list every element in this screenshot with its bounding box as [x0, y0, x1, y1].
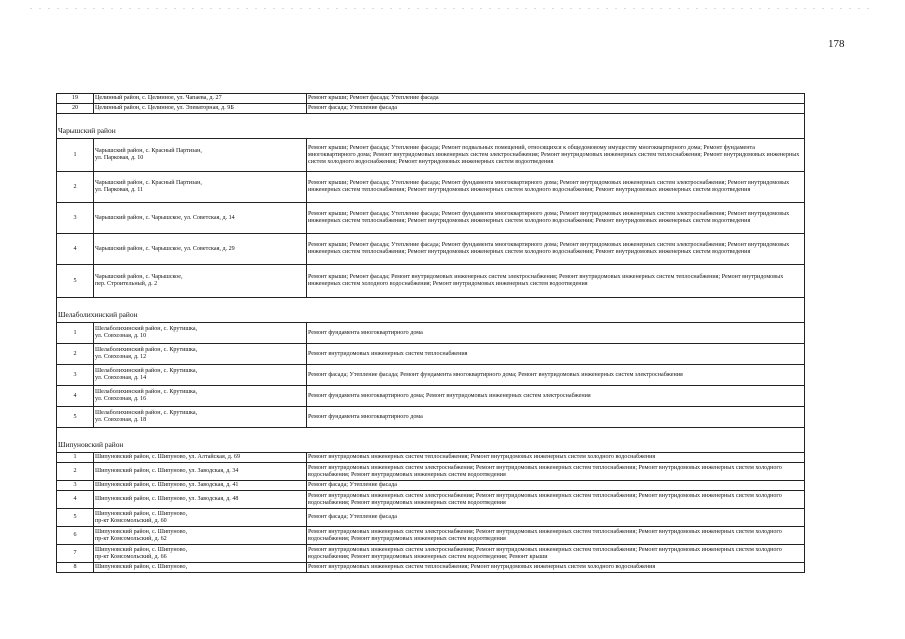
row-works: Ремонт крыши; Ремонт фасада; Ремонт внутридомовых инженерных систем электроснабжения; Ремонт внутридомовых инженерных систем теплоснабжения; Ремонт внутридомовых инженерных систем холодного водоснабжения; Ремонт внутридомовых инженерных систем водоотведения	[307, 265, 805, 298]
table-row	[57, 491, 805, 509]
row-address: Шелаболихинский район, с. Крутишка, ул. Совхозная, д. 16	[94, 386, 307, 407]
section-heading-row	[57, 302, 805, 323]
row-address: Чарышский район, с. Красный Партизан, ул. Парковая, д. 10	[94, 139, 307, 172]
row-address: Целинный район, с. Целинное, ул. Чапаева, д. 27	[94, 94, 307, 104]
row-number: 5	[57, 509, 94, 527]
row-number: 4	[57, 491, 94, 509]
table-row	[57, 481, 805, 491]
row-address: Шелаболихинский район, с. Крутишка, ул. Совхозная, д. 18	[94, 407, 307, 428]
row-number: 5	[57, 265, 94, 298]
row-address: Шипуновский район, с. Шипуново, ул. Заводская, д. 34	[94, 463, 307, 481]
row-number: 1	[57, 453, 94, 463]
section-heading-row	[57, 118, 805, 139]
row-number: 1	[57, 139, 94, 172]
row-address: Шелаболихинский район, с. Крутишка, ул. Совхозная, д. 12	[94, 344, 307, 365]
row-address: Шипуновский район, с. Шипуново,	[94, 563, 307, 573]
scan-noise	[30, 8, 870, 9]
row-works: Ремонт фасада; Утепление фасада; Ремонт фундамента многоквартирного дома; Ремонт внутридомовых инженерных систем электроснабжения	[307, 365, 805, 386]
row-address: Чарышский район, с. Чарышское, ул. Советская, д. 14	[94, 203, 307, 234]
row-address: Шипуновский район, с. Шипуново, ул. Алтайская, д. 69	[94, 453, 307, 463]
row-number: 1	[57, 323, 94, 344]
row-number: 2	[57, 463, 94, 481]
row-number: 2	[57, 344, 94, 365]
row-works: Ремонт фундамента многоквартирного дома; Ремонт внутридомовых инженерных систем электроснабжения	[307, 386, 805, 407]
row-works: Ремонт фундамента многоквартирного дома	[307, 407, 805, 428]
row-address: Чарышский район, с. Красный Партизан, ул. Парковая, д. 11	[94, 172, 307, 203]
row-works: Ремонт крыши; Ремонт фасада; Утепление фасада; Ремонт фундамента многоквартирного дома; Ремонт внутридомовых инженерных систем электроснабжения; Ремонт внутридомовых инженерных систем теплоснабжения; Ремонт внутридомовых инженерных систем холодного водоснабжения; Ремонт внутридомовых инженерных систем водоотведения	[307, 203, 805, 234]
row-number: 3	[57, 365, 94, 386]
row-address: Шипуновский район, с. Шипуново, пр-кт Комсомольский, д. 60	[94, 509, 307, 527]
table-row	[57, 527, 805, 545]
row-number: 4	[57, 386, 94, 407]
row-number: 4	[57, 234, 94, 265]
row-number: 3	[57, 481, 94, 491]
row-number: 8	[57, 563, 94, 573]
section-heading: Шипуновский район	[57, 432, 805, 453]
row-works: Ремонт крыши; Ремонт фасада; Утепление фасада	[307, 94, 805, 104]
row-works: Ремонт фасада; Утепление фасада	[307, 481, 805, 491]
row-address: Целинный район, с. Целинное, ул. Элеваторная, д. 9Б	[94, 104, 307, 114]
row-address: Шелаболихинский район, с. Крутишка, ул. Совхозная, д. 10	[94, 323, 307, 344]
row-number: 3	[57, 203, 94, 234]
row-number: 19	[57, 94, 94, 104]
row-works: Ремонт крыши; Ремонт фасада; Утепление фасада; Ремонт фундамента многоквартирного дома; Ремонт внутридомовых инженерных систем электроснабжения; Ремонт внутридомовых инженерных систем теплоснабжения; Ремонт внутридомовых инженерных систем холодного водоснабжения; Ремонт внутридомовых инженерных систем водоотведения	[307, 172, 805, 203]
table-row	[57, 234, 805, 265]
row-number: 2	[57, 172, 94, 203]
row-works: Ремонт внутридомовых инженерных систем теплоснабжения	[307, 344, 805, 365]
row-number: 6	[57, 527, 94, 545]
row-works: Ремонт внутридомовых инженерных систем теплоснабжения; Ремонт внутридомовых инженерных систем холодного водоснабжения	[307, 453, 805, 463]
row-works: Ремонт фасада; Утепление фасада	[307, 509, 805, 527]
row-address: Шипуновский район, с. Шипуново, ул. Заводская, д. 48	[94, 491, 307, 509]
section-heading-row	[57, 432, 805, 453]
table-row	[57, 203, 805, 234]
row-works: Ремонт фундамента многоквартирного дома	[307, 323, 805, 344]
row-works: Ремонт внутридомовых инженерных систем электроснабжения; Ремонт внутридомовых инженерных систем теплоснабжения; Ремонт внутридомовых инженерных систем холодного водоснабжения; Ремонт внутридомовых инженерных систем водоотведения	[307, 491, 805, 509]
row-address: Чарышский район, с. Чарышское, пер. Строительный, д. 2	[94, 265, 307, 298]
section-heading: Чарышский район	[57, 118, 805, 139]
row-works: Ремонт фасада; Утепление фасада	[307, 104, 805, 114]
table-row	[57, 407, 805, 428]
row-works: Ремонт внутридомовых инженерных систем электроснабжения; Ремонт внутридомовых инженерных систем теплоснабжения; Ремонт внутридомовых инженерных систем холодного водоснабжения; Ремонт внутридомовых инженерных систем водоотведения	[307, 463, 805, 481]
table-row	[57, 323, 805, 344]
row-works: Ремонт крыши; Ремонт фасада; Утепление фасада; Ремонт фундамента многоквартирного дома; Ремонт внутридомовых инженерных систем электроснабжения; Ремонт внутридомовых инженерных систем теплоснабжения; Ремонт внутридомовых инженерных систем холодного водоснабжения; Ремонт внутридомовых инженерных систем водоотведения	[307, 234, 805, 265]
section-heading: Шелаболихинский район	[57, 302, 805, 323]
row-number: 7	[57, 545, 94, 563]
row-works: Ремонт крыши; Ремонт фасада; Утепление фасада; Ремонт подвальных помещений, относящихся к общедомовому имуществу многоквартирного дома; Ремонт фундамента многоквартирного дома; Ремонт внутридомовых инженерных систем электроснабжения; Ремонт внутридомовых инженерных систем теплоснабжения; Ремонт внутридомовых инженерных систем холодного водоснабжения; Ремонт внутридомовых инженерных систем водоотведения	[307, 139, 805, 172]
row-address: Чарышский район, с. Чарышское, ул. Советская, д. 29	[94, 234, 307, 265]
table-row	[57, 104, 805, 114]
table-row	[57, 545, 805, 563]
table-row	[57, 386, 805, 407]
table-row	[57, 94, 805, 104]
table-row	[57, 172, 805, 203]
page-number: 178	[828, 38, 845, 50]
table-row	[57, 139, 805, 172]
repair-register-table	[56, 93, 805, 573]
table-row	[57, 344, 805, 365]
row-number: 20	[57, 104, 94, 114]
row-address: Шипуновский район, с. Шипуново, пр-кт Комсомольский, д. 62	[94, 527, 307, 545]
table-row	[57, 453, 805, 463]
table-row	[57, 265, 805, 298]
row-number: 5	[57, 407, 94, 428]
table-row	[57, 563, 805, 573]
table-row	[57, 509, 805, 527]
row-address: Шелаболихинский район, с. Крутишка, ул. Совхозная, д. 14	[94, 365, 307, 386]
table-row	[57, 365, 805, 386]
row-address: Шипуновский район, с. Шипуново, ул. Заводская, д. 41	[94, 481, 307, 491]
register-body	[57, 94, 805, 573]
table-row	[57, 463, 805, 481]
row-works: Ремонт внутридомовых инженерных систем электроснабжения; Ремонт внутридомовых инженерных систем теплоснабжения; Ремонт внутридомовых инженерных систем холодного водоснабжения; Ремонт внутридомовых инженерных систем водоотведения	[307, 527, 805, 545]
row-works: Ремонт внутридомовых инженерных систем теплоснабжения; Ремонт внутридомовых инженерных систем холодного водоснабжения	[307, 563, 805, 573]
row-address: Шипуновский район, с. Шипуново, пр-кт Комсомольский, д. 66	[94, 545, 307, 563]
row-works: Ремонт внутридомовых инженерных систем электроснабжения; Ремонт внутридомовых инженерных систем теплоснабжения; Ремонт внутридомовых инженерных систем холодного водоснабжения; Ремонт внутридомовых инженерных систем водоотведения; Ремонт крыши	[307, 545, 805, 563]
